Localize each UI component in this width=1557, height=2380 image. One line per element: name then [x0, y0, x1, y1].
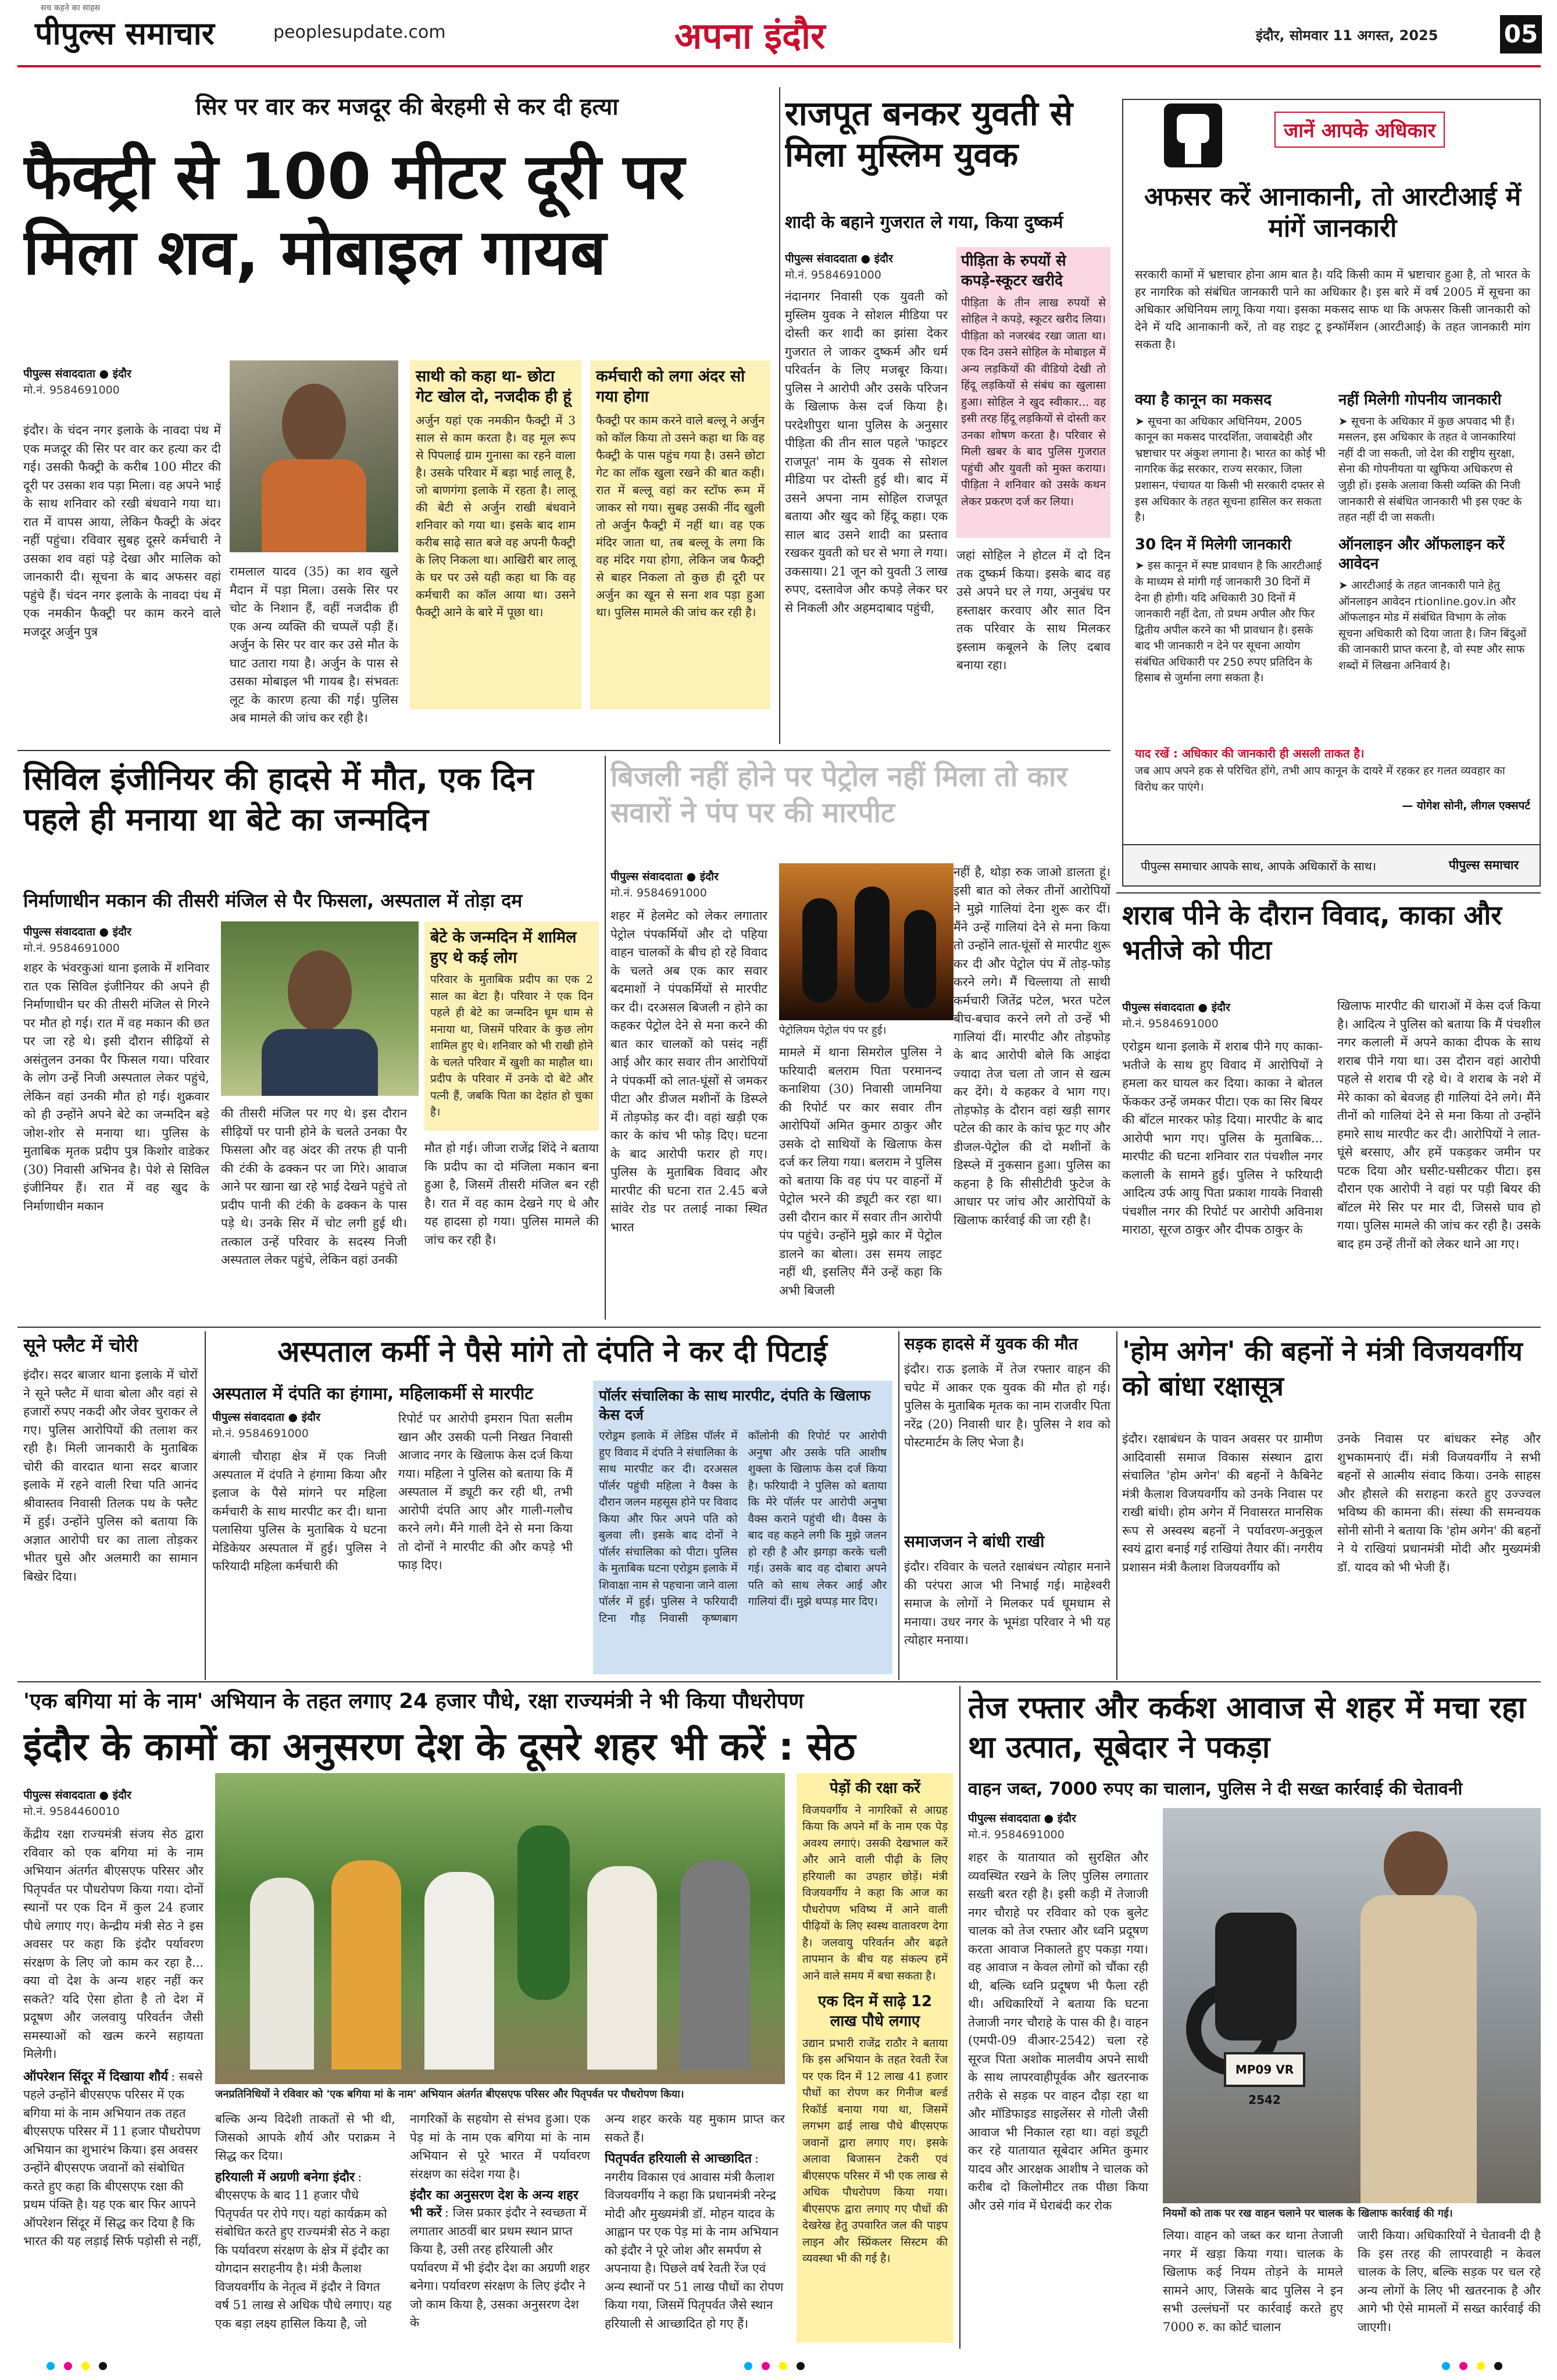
number-plate: MP09 VR 2542: [1224, 2052, 1305, 2087]
byline: पीपुल्स संवाददाता ● इंदौर मो.नं. 9584691000: [1122, 1001, 1230, 1030]
story-subhead: अस्पताल में दंपति का हंगामा, महिलाकर्मी से मारपीट: [212, 1384, 533, 1403]
byline: पीपुल्स संवाददाता ● इंदौर मो.नं. 9584691000: [23, 925, 131, 955]
assault-illustration: [779, 863, 954, 1020]
sidebar-box: कर्मचारी को लगा अंदर सो गया होगा फैक्ट्री पर काम करने वाले बल्लू ने अर्जुन को कॉल किया तो उसने कहा था कि वह फैक्ट्री के पास पहुंच गया है। उसने छोटा गेट का लॉक खुला रखने की बात कही। रात में बल्लू वहां कर स्टॉफ रूम में जाकर सो गया। सुबह उसकी नींद खुली तो अर्जुन फैक्ट्री में नहीं था। वह एक मंदिर जाता था, तब बल्लू के लगा कि वह मंदिर गया होगा, लेकिन जब फैक्ट्री से बाहर निकला तो कुछ ही दूरी पर अर्जुन का खून से सना शव पड़ा हुआ था। पुलिस मामले की जांच कर रही है।: [590, 360, 770, 709]
story-body: इंदौर। के चंदन नगर इलाके के नावदा पंथ में एक मजदूर की सिर पर वार कर हत्या कर दी गई। उसकी फैक्ट्री के करीब 100 मीटर की दूरी पर उसका शव पड़ा मिला। वह अपने भाई के साथ शनिवार को रखी बंधवाने गया था। रात में वापस आया, लेकिन फैक्ट्री के अंदर नहीं पहुंचा। रविवार सुबह दूसरे कर्मचारी ने उसका शव वहां पड़े देखा और मालिक को जानकारी दी। सूचना के बाद अफसर वहां पहुंचे हैं। चंदन नगर इलाके के नावदा पंथ में एक नमकीन फैक्ट्री पर काम करने वाले मजदूर अर्जुन पुत्र: [23, 423, 221, 639]
story-body-continued: जहां सोहिल ने होटल में दो दिन तक दुष्कर्म किया। इसके बाद वह उसे अपने घर ले गया, अनुबंध पर हस्ताक्षर करवाए और सात दिन तक परिवार के साथ मिलकर इस्लाम कबूलने के लिए दबाव बनाया रहा।: [956, 548, 1110, 672]
story-subhead: निर्माणाधीन मकान की तीसरी मंजिल से पैर फिसला, अस्पताल में तोड़ा दम: [23, 889, 523, 912]
story-body: इंदौर। सदर बाजार थाना इलाके में चोरों ने सूने फ्लैट में धावा बोला और वहां से हजारों रुपए नकदी और जेवर चुराकर ले गए। पुलिस आरोपियों की तलाश कर रही है। मिली जानकारी के मुताबिक चोरी की वारदात थाना सदर बाजार इलाके में रहने वाली रिचा पति आनंद श्रीवास्तव निवासी तिलक पथ के फ्लैट में हुई। उन्होंने पुलिस को बताया कि अज्ञात आरोपी घर का ताला तोड़कर भीतर घुसे और अलमारी का सामान बिखेर दिया।: [23, 1368, 198, 1584]
box-footer: पीपुल्स समाचार आपके साथ, आपके अधिकारों के साथ। पीपुल्स समाचार: [1123, 844, 1541, 885]
story-body: केंद्रीय रक्षा राज्यमंत्री संजय सेठ द्वारा रविवार को एक बगिया मां के नाम अभियान अंतर्गत बीएसएफ परिसर और पितृपर्वत पर पौधरोपण किया गया। दोनों स्थानों पर एक दिन में कुल 24 हजार पौधे लगाए गए। केन्द्रीय मंत्री सेठ ने इस अवसर पर कहा कि इंदौर पर्यावरण संरक्षण के लिए जो काम कर रहा है... क्या वो देश के अन्य शहर नहीं कर सकते? यदि ऐसा होता है तो देश में प्रदूषण और जलवायु परिवर्तन जैसी समस्याओं को खत्म करने सहायता मिलेगी। ऑपरेशन सिंदूर में दिखाया शौर्य : सबसे पहले उन्होंने बीएसएफ परिसर में एक बगिया मां के नाम अभियान तक तहत बीएसएफ परिसर में 11 हजार पौधरोपण अभियान का शुभारंभ किया। इस अवसर उन्होंने बीएसएफ जवानों को संबोधित करते हुए कहा कि बीएसएफ रक्षा की प्रथम पंक्ति है। यह एक बार फिर आपने ऑपरेशन सिंदूर में सिद्ध कर दिया है कि भारत की यह लड़ाई सिर्फ पड़ोसी से नहीं,: [23, 1827, 203, 2248]
story-petrol-pump-assault: [610, 759, 1110, 1320]
story-home-again-rakhi: [1122, 1334, 1541, 1677]
story-factory-murder: [23, 93, 773, 727]
story-kicker: 'एक बगिया मां के नाम' अभियान के तहत लगाए 24 हजार पौधे, रक्षा राज्यमंत्री ने भी किया पौधरोपण: [23, 1689, 804, 1713]
story-engineer-death: [23, 759, 599, 1320]
photo-caption: नियमों को ताक पर रख वाहन चलाने पर चालक के खिलाफ कार्रवाई की गई।: [1163, 2207, 1453, 2220]
story-intro: सरकारी कामों में भ्रष्टाचार होना आम बात है। यदि किसी काम में भ्रष्टाचार हुआ है, तो भारत के हर नागरिक को संबंधित जानकारी पाने का अधिकार है। इस बारे में वर्ष 2005 में सूचना का अधिकार अधिनियम लागू किया गया। इसका मकसद साफ था कि अफसर किसी जानकारी को देने में यदि आनाकानी करें, तो वह राइट टू इन्फॉर्मेशन (आरटीआई) के तहत जानकारी मांग सकता है।: [1135, 267, 1530, 351]
story-headline: राजपूत बनकर युवती से मिला मुस्लिम युवक: [785, 94, 1073, 174]
story-col: अन्य शहर करके यह मुकाम प्राप्त कर सकते हैं। पितृपर्वत हरियाली से आच्छादित : नगरीय विकास एवं आवास मंत्री कैलाश विजयवर्गीय ने कहा कि प्रधानमंत्री नरेन्द्र मोदी और मुख्यमंत्री डॉ. मोहन यादव के आह्वान पर एक पेड़ मां के नाम अभियान को इंदौर ने पूरे जोश और समर्पण से अपनाया है। पिछले वर्ष रेवती रेंज एवं अन्य स्थानों पर 51 लाख पौधों का रोपण किया गया, जिसमें पितृपर्वत जैसे स्थान हरियाली से आच्छादित हो गए हैं।: [605, 2112, 785, 2331]
story-plantation-drive: [23, 1689, 954, 2346]
story-road-accident: [904, 1334, 1110, 1677]
plantation-photo: [215, 1773, 785, 2084]
sub-body: ➤ सूचना के अधिकार में कुछ अपवाद भी हैं। मसलन, इस अधिकार के तहत वे जानकारियां नहीं दी जा सकती, जो देश की राष्ट्रीय सुरक्षा, सेना की गोपनीयता या खुफिया अधिकरण से जुड़ी हों। इसके अलावा किसी व्यक्ति की निजी जानकारी से संबंधित जानकारी भी इस एक्ट के तहत नहीं दी जा सकती।: [1338, 414, 1522, 524]
story-headline: सिविल इंजीनियर की हादसे में मौत, एक दिन पहले ही मनाया था बेटे का जन्मदिन: [23, 760, 534, 838]
story-body: नंदानगर निवासी एक युवती को मुस्लिम युवक ने सोशल मीडिया पर दोस्ती कर शादी का झांसा देकर गुजरात ले जाकर दुष्कर्म और धर्म परिवर्तन के लिए मजबूर किया। पुलिस ने आरोपी और उसके परिजन के खिलाफ केस दर्ज किया है। परदेशीपुरा थाना पुलिस के अनुसार पीड़िता की तीन साल पहले 'फाइटर राजपूत' नाम के युवक से सोशल मीडिया पर दोस्ती हुई थी। बाद में उसने अपना नाम सोहिल राजपूत बताया और खुद को हिंदू कहा। एक साल बाद उसने शादी का प्रस्ताव रखकर युवती को घर से भगा ले गया। उकसाया। 21 जून को युवती 3 लाख रुपए, दस्तावेज और कपड़े लेकर घर से निकली और अहमदाबाद पहुंची,: [785, 290, 948, 615]
story-body-col2: रामलाल यादव (35) का शव खुले मैदान में पड़ा मिला। उसके सिर पर चोट के निशान हैं, वहीं नजदीक ही एक अन्य व्यक्ति की चप्पलें पड़ी हैं। अर्जुन के सिर पर वार कर उसे मौत के घाट उतारा गया है। अर्जुन के पास से उसका मोबाइल भी गायब है। संभवतः लूट के कारण हत्या की गई। पुलिस अब मामले की जांच कर रही है।: [230, 564, 398, 725]
sub-body: ➤ आरटीआई के तहत जानकारी पाने हेतु ऑनलाइन आवेदन rtionline.gov.in और ऑफलाइन मोड में संबंधित विभाग के लोक सूचना अधिकारी को दिया जाता है। जिन बिंदुओं की जानकारी प्राप्त करना है, वो स्पष्ट और साफ शब्दों में लिखना अनिवार्य है।: [1338, 579, 1527, 672]
sidebar-box: बेटे के जन्मदिन में शामिल हुए थे कई लोग परिवार के मुताबिक प्रदीप का एक 2 साल का बेटा है। परिवार ने एक दिन पहले ही बेटे का जन्मदिन धूम धाम से मनाया था, जिसमें परिवार के कुछ लोग शामिल हुए थे। शनिवार को भी राखी होने के चलते परिवार में खुशी का माहौल था। प्रदीप के परिवार में उनके दो बेटे और पत्नी हैं, जबकि पिता का देहांत हो चुका है।: [424, 921, 599, 1131]
story-headline: 'होम अगेन' की बहनों ने मंत्री विजयवर्गीय को बांधा रक्षासूत्र: [1122, 1335, 1523, 1402]
website-link[interactable]: peoplesupdate.com: [273, 22, 446, 42]
photo-caption: जनप्रतिनिधियों ने रविवार को 'एक बगिया मां के नाम' अभियान अंतर्गत बीएसएफ परिसर और पितृपर्वत पर पौधरोपण किया।: [215, 2088, 684, 2100]
sub-body: ➤ इस कानून में स्पष्ट प्रावधान है कि आरटीआई के माध्यम से मांगी गई जानकारी 30 दिनों में देना ही होगी। यदि अधिकारी 30 दिनों में जानकारी नहीं देता, तो प्रथम अपील और फिर द्वितीय अपील करने का भी प्रावधान है। इसके बाद भी जानकारी न देने पर सूचना आयोग संबंधित अधिकारी पर 250 रुपए प्रतिदिन के हिसाब से जुर्माना लगा सकता है।: [1135, 559, 1322, 685]
story-headline: तेज रफ्तार और कर्कश आवाज से शहर में मचा रहा था उत्पात, सूबेदार ने पकड़ा: [968, 1691, 1526, 1765]
sub-body: ➤ सूचना का अधिकार अधिनियम, 2005 कानून का मकसद पारदर्शिता, जवाबदेही और भ्रष्टाचार पर अंकुश लगाना है। भारत का कोई भी नागरिक केंद्र सरकार, राज्य सरकार, जिला प्रशासन, पंचायत या किसी भी सरकारी दफ्तर से इस अधिकार के तहत सूचना हासिल कर सकता है।: [1135, 414, 1326, 524]
story-body: इंदौर। रक्षाबंधन के पावन अवसर पर ग्रामीण आदिवासी समाज विकास संस्थान द्वारा संचालित 'होम अगेन' की बहनों ने कैबिनेट मंत्री कैलाश विजयवर्गीय को उनके निवास पर राखी बांधी। होम अगेन में निवासरत मानसिक रूप से अस्वस्थ बहनों ने पर्यावरण-अनुकूल स्वयं द्वारा बनाई गई राखियां तैयार कीं। नगरीय प्रशासन मंत्री कैलाश विजयवर्गीय को: [1122, 1432, 1323, 1574]
masthead: [0, 0, 1557, 70]
story-body-col2: लिया। वाहन को जब्त कर थाना तेजाजी नगर में खड़ा किया गया। चालक के खिलाफ कई नियम तोड़ने के मामले सामने आए, जिसके बाद पुलिस ने इन सभी उल्लंघनों पर कार्रवाई करते हुए 7000 रु. का कोर्ट चालान: [1163, 2228, 1343, 2334]
bike-seizure-photo: [1163, 1808, 1541, 2203]
sidebar-box: पॉर्लर संचालिका के साथ मारपीट, दंपति के खिलाफ केस दर्ज एरोड्रम इलाके में लेडिस पॉर्लर में हुए विवाद में दंपति ने संचालिका के साथ मारपीट कर दी। दरअसल पॉर्लर पहुंची महिला ने वैक्स के दौरान जलन महसूस होने पर विवाद किया और फिर अपने पति को बुलवा ली। इसके बाद दोनों ने पॉर्लर संचालिका को पीटा। पुलिस के मुताबिक घटना एरोड्रम इलाके में शिवाक्षा नाम से पहचाना जाने वाला पॉर्लर में हुई। पुलिस ने फरियादी टिना गौड़ निवासी कृष्णबाग कॉलोनी की रिपोर्ट पर आरोपी अनुषा और उसके पति आशीष शुक्ला के खिलाफ केस दर्ज किया है। फरियादी ने पुलिस को बताया कि मेरे पॉर्लर पर आरोपी अनुषा वैक्स कराने पहुंची थी। वैक्स के बाद वह कहने लगी कि मुझे जलन हो रही है और झगड़ा करके चली गई। उसके बाद वह दोबारा अपने पति को साथ लेकर आई और गालियां दीं। मुझे थप्पड़ मार दिए।: [593, 1381, 892, 1674]
story-subhead: शादी के बहाने गुजरात ले गया, किया दुष्कर्म: [785, 212, 1063, 233]
fist-icon: [1164, 103, 1222, 167]
story-body-col2: उनके निवास पर बांधकर स्नेह और शुभकामनाएं दीं। मंत्री विजयवर्गीय ने सभी बहनों से आत्मीय संवाद किया। उनके साहस और हौसले की सराहना करते हुए उज्ज्वल भविष्य की कामना की। संस्था की समन्वयक सोनी सोनी ने बताया कि 'होम अगेन' की बहनों ने ये राखियां प्रधानमंत्री मोदी और मुख्यमंत्री डॉ. यादव को भी भेजी हैं।: [1337, 1432, 1541, 1574]
story-headline: अस्पताल कर्मी ने पैसे मांगे तो दंपति ने कर दी पिटाई: [277, 1335, 827, 1368]
portrait-photo: [230, 360, 398, 552]
story-body-col2: मामले में थाना सिमरोल पुलिस ने फरियादी बलराम पिता परमानन्द कनाशिया (30) निवासी जामनिया की रिपोर्ट पर कार सवार तीन आरोपियों अमित कुमार ठाकुर और उसके दो साथियों के खिलाफ केस दर्ज कर लिया गया। बलराम ने पुलिस को बताया कि वह पंप पर वाहनों में पेट्रोल भरने की ड्यूटी कर रहा था। उसी दौरान कार में सवार तीन आरोपी पंप पहुंचे। उन्होंने मुझे कार में पेट्रोल डालने का बोला। उस समय लाइट नहीं थी, इसलिए मैंने उन्हें कहा कि अभी बिजली: [779, 1045, 942, 1298]
byline: पीपुल्स संवाददाता ● इंदौर मो.नं. 9584691000: [23, 367, 131, 396]
story-body-continued: मौत हो गई। जीजा राजेंद्र शिंदे ने बताया कि प्रदीप का दो मंजिला मकान बना हुआ है, जिसमें तीसरी मंजिल बन रही है। रात में वह काम देखने गए थे और यह हादसा हो गया। पुलिस मामले की जांच कर रही है।: [424, 1141, 599, 1247]
story-fake-identity: [785, 93, 1110, 744]
byline: पीपुल्स संवाददाता ● इंदौर मो.नं. 9584691000: [610, 870, 719, 899]
story-headline: अफसर करें आनाकानी, तो आरटीआई में मांगें जानकारी: [1144, 182, 1522, 243]
story-body: बंगाली चौराहा क्षेत्र में एक निजी अस्पताल में दंपति ने हंगामा किया और इलाज के पैसे मांगने पर महिला कर्मचारी के साथ मारपीट कर दी। थाना पलासिया पुलिस के मुताबिक ये घटना मेडिकेयर अस्पताल में हुई। पुलिस ने फरियादी महिला कर्मचारी की: [212, 1449, 387, 1573]
story-body-col3: जारी किया। अधिकारियों ने चेतावनी दी है कि इस तरह की लापरवाही न केवल चालक के लिए, बल्कि सड़क पर चल रहे अन्य लोगों के लिए भी खतरनाक है और आगे भी ऐसे मामलों में सख्त कार्रवाई की जाएगी।: [1358, 2228, 1541, 2334]
victim-photo: [221, 921, 419, 1096]
story-body: शहर के यातायात को सुरक्षित और व्यवस्थित रखने के लिए पुलिस लगातार सख्ती बरत रही है। इसी कड़ी में तेजाजी नगर चौराहे पर रविवार को एक बुलेट चालक को तेज रफ्तार और ध्वनि प्रदूषण करता आवाज निकालते हुए पकड़ा गया। वह आवाज न केवल लोगों को चौंका रही थी, बल्कि ध्वनि प्रदूषण भी फैला रही थी। अधिकारियों ने बताया कि घटना तेजाजी नगर चौराहे के पास की है। वाहन (एमपी-09 वीआर-2542) चला रहे सूरज पिता अशोक मालवीय अपने साथी के साथ लापरवाहीपूर्वक और खतरनाक तरीके से सड़क पर वाहन दौड़ा रहा था और मॉडिफाइड साइलेंसर से गोली जैसी आवाज भी निकाल रहा था। वहां ड्यूटी कर रहे यातायात सूबेदार अमित कुमार यादव और आरक्षक आशीष ने चालक को करीब दो किलोमीटर तक पीछा किया और उसे गांव में घेराबंदी कर रोक: [968, 1850, 1148, 2213]
story-headline: फैक्ट्री से 100 मीटर दूरी पर मिला शव, मोबाइल गायब: [23, 141, 685, 289]
rti-rights-box: [1122, 99, 1541, 887]
story-col: नागरिकों के सहयोग से संभव हुआ। एक पेड़ मां के नाम एक बगिया मां के नाम अभियान से पूरे भारत में पर्यावरण संरक्षण का संदेश गया है। इंदौर का अनुसरण देश के अन्य शहर भी करें : जिस प्रकार इंदौर ने स्वच्छता में लगातार आठवीं बार प्रथम स्थान प्राप्त किया है, उसी तरह हरियाली और पर्यावरण में भी इंदौर देश का अग्रणी शहर बनेगा। पर्यावरण संरक्षण के लिए इंदौर ने जो काम किया है, उसका अनुसरण देश के: [410, 2112, 590, 2329]
story-headline: सड़क हादसे में युवक की मौत: [904, 1334, 1078, 1353]
story-headline: शराब पीने के दौरान विवाद, काका और भतीजे को पीटा: [1122, 899, 1502, 966]
story-body: शहर में हेलमेट को लेकर लगातार पेट्रोल पंपकर्मियों और दो पहिया वाहन चालकों के बीच हो रहे विवाद के चलते अब एक कार सवार बदमाशों ने पंपकर्मियों से मारपीट कर दी। दरअसल बिजली न होने का कहकर पेट्रोल देने से मना करने की बात कार चालकों को पसंद नहीं आई और कार सवार तीन आरोपियों ने पंपकर्मी को लात-घूंसों से जमकर पीटा और डीजल मशीनों के डिस्प्ले में तोड़फोड़ कर दी। वहां खड़ी एक कार के कांच भी फोड़ दिए। घटना के बाद आरोपी फरार हो गए। पुलिस के मुताबिक विवाद और मारपीट की घटना रात 2.45 बजे सांवेर रोड पर तलाई नाका स्थित भारत: [610, 909, 767, 1234]
story-body: एरोड्रम थाना इलाके में शराब पीने गए काका-भतीजे के साथ हुए विवाद में आरोपियों ने हमला कर घायल कर दिया। काका ने बोतल फेंककर उन्हें जमकर पीटा। एक का सिर बियर की बॉटल मारकर फोड़ दिया। मारपीट के बाद आरोपी भाग गए। पुलिस के मुताबिक... मारपीट की घटना शनिवार रात पंचशील नगर कलाली के सामने हुई। पुलिस ने फरियादी आदित्य उर्फ आयु पिता प्रकाश गायके निवासी पंचशील नगर की रिपोर्ट पर आरोपी अविनाश माराठा, सूरज ठाकुर और दीपक ठाकुर के: [1122, 1039, 1323, 1237]
story-kicker: सिर पर वार कर मजदूर की बेरहमी से कर दी हत्या: [195, 94, 619, 120]
story-headline: समाजजन ने बांधी राखी: [904, 1532, 1045, 1551]
byline: पीपुल्स संवाददाता ● इंदौर मो.नं. 9584691000: [212, 1411, 320, 1440]
story-body: इंदौर। रविवार के चलते रक्षाबंधन त्योहार मनाने की परंपरा आज भी निभाई गई। माहेश्वरी समाज के लोगों ने मिलकर पर्व धूमधाम से मनाया। उधर नगर के भूमंडा परिवार ने भी यह त्योहार मनाया।: [904, 1560, 1110, 1647]
byline: पीपुल्स संवाददाता ● इंदौर मो.नं. 9584691000: [968, 1812, 1076, 1841]
story-liquor-fight: [1122, 898, 1541, 1320]
sub-heading: नहीं मिलेगी गोपनीय जानकारी: [1338, 391, 1502, 409]
newspaper-logo: पीपुल्स समाचार: [35, 15, 215, 52]
logo-tagline: सच कहने का साहस: [41, 3, 101, 13]
section-title: अपना इंदौर: [674, 15, 826, 57]
story-flat-theft: [23, 1334, 198, 1674]
reminder-note: याद रखें : अधिकार की जानकारी ही असली ताकत है। जब आप अपने हक से परिचित होंगे, तभी आप कानून के दायरे में रहकर हर गलत व्यवहार का विरोध कर पाएंगे। — योगेश सोनी, लीगल एक्सपर्ट: [1135, 746, 1530, 813]
byline: पीपुल्स संवाददाता ● इंदौर मो.नं. 9584460010: [23, 1789, 131, 1818]
story-body: इंदौर। राऊ इलाके में तेज रफ्तार वाहन की चपेट में आकर एक युवक की मौत हो गई। पुलिस के मुताबिक मृतक का नाम राजवीर पिता नरेंद्र (20) निवासी धार है। पुलिस ने शव को पोस्टमार्टम के लिए भेजा है।: [904, 1362, 1110, 1449]
sub-heading: 30 दिन में मिलेगी जानकारी: [1135, 535, 1291, 553]
story-bullet-noise: [968, 1689, 1541, 2346]
story-headline: बिजली नहीं होने पर पेट्रोल नहीं मिला तो कार सवारों ने पंप पर की मारपीट: [610, 760, 1067, 830]
story-headline: इंदौर के कामों का अनुसरण देश के दूसरे शहर भी करें : सेठ: [23, 1724, 856, 1769]
byline: पीपुल्स संवाददाता ● इंदौर मो.नं. 9584691000: [785, 252, 893, 281]
story-headline: सूने फ्लैट में चोरी: [23, 1334, 138, 1356]
story-body: शहर के भंवरकुआं थाना इलाके में शनिवार रात एक सिविल इंजीनियर की अपने ही निर्माणाधीन घर की तीसरी मंजिल से गिरने पर मौत हो गई। रात में वह मकान की छत पर जा रहे थे। इसी दौरान सीढ़ियों से असंतुलन उनका पैर फिसल गया। परिवार के लोग उन्हें निजी अस्पताल लेकर पहुंचे, लेकिन वहां उनकी मौत हो गई। शुक्रवार को ही उन्होंने अपने बेटे का जन्मदिन बड़े जोश-शोर से मनाया था। पुलिस के मुताबिक मृतक प्रदीप पुत्र किशोर वाडेकर (30) निवासी अभिनव है। पेशे से सिविल इंजीनियर हैं। रात में वह खुद के निर्माणाधीन मकान: [23, 961, 209, 1213]
sub-heading: ऑनलाइन और ऑफलाइन करें आवेदन: [1338, 535, 1505, 573]
sidebar-box: पेड़ों की रक्षा करें विजयवर्गीय ने नागरिकों से आग्रह किया कि अपने माँ के नाम एक पेड़ अवश्य लगाएं। उसकी देखभाल करें और आने वाली पीढ़ी के लिए हरियाली का उपहार छोड़ें। मंत्री विजयवर्गीय ने कहा कि आज का पौधरोपण भविष्य में आने वाली पीढ़ियों के लिए स्वस्थ वातावरण देगा है। जलवायु परिवर्तन और बढ़ते तापमान के बीच यह संकल्प हमें आने वाले समय में बचा सकता है। एक दिन में साढ़े 12 लाख पौधे लगाए उद्यान प्रभारी राजेंद्र राठौर ने बताया कि इस अभियान के तहत रेवती रेंज पर एक दिन में 12 लाख 41 हजार पौधों का रोपण कर गिनीज बर्ल्ड रिकॉर्ड बनाया गया था, जिसमें लगभग ढाई लाख पौधे बीएसएफ जवानों द्वारा लगाए गए। इसके अलावा बिजासन टेकरी एवं बीएसएफ परिसर में भी एक लाख से अधिक पौधरोपण किया गया। बीएसएफ द्वारा लगाए गए पौधों की देखरेख हेतु उपवारित जल की पाइप लाइन और स्प्रिंकलर सिस्टम की व्यवस्था भी की गई है।: [797, 1773, 954, 2343]
page-number: 05: [1500, 15, 1542, 53]
section-label: जानें आपके अधिकार: [1274, 112, 1445, 148]
sidebar-box: पीड़िता के रुपयों से कपड़े-स्कूटर खरीदे पीड़िता के तीन लाख रुपयों से सोहिल ने कपड़े, स्कूटर खरीद लिया। पीड़िता को नजरबंद रखा जाता था। एक दिन उसने सोहिल के मोबाइल में अन्य लड़कियों की वीडियो देखी तो हिंदू लड़कियों से संबंध का खुलासा हुआ। सोहिल ने खुद स्वीकार... वह इसी तरह हिंदू लड़कियों से दोस्ती कर उनका शोषण करता है। परिवार से मिली खबर के बाद पुलिस गुजरात पहुंची और युवती को मुक्त कराया। पीड़िता ने शनिवार को उसके कथन लेकर प्रकरण दर्ज कर लिया।: [956, 247, 1110, 538]
sidebar-box: साथी को कहा था- छोटा गेट खोल दो, नजदीक ही हूं अर्जुन यहां एक नमकीन फैक्ट्री में 3 साल से काम करता है। वह मूल रूप से पिपलाई ग्राम गुनासा का रहने वाला है। उसके परिवार में बड़ा भाई लालू है, जो बाणगंगा इलाके में रहता है। लालू की बेटी से अर्जुन राखी बंधवाने शनिवार को गया था। इसके बाद शाम करीब साढ़े सात बजे वह अपनी फैक्ट्री के लिए निकला था। आखिरी बार लालू के घर पर उसे यही कहा था कि वह कर्मचारी का कॉल आया था। उसने फैक्ट्री आने के बारे में पूछा था।: [410, 360, 581, 709]
photo-caption: पेट्रोलियम पेट्रोल पंप पर हुई।: [779, 1024, 887, 1037]
dateline: इंदौर, सोमवार 11 अगस्त, 2025: [1256, 27, 1438, 44]
print-color-strip: [0, 2357, 1557, 2375]
story-body-col2: खिलाफ मारपीट की धाराओं में केस दर्ज किया है। आदित्य ने पुलिस को बताया कि मैं पंचशील नगर कलाली में अपने काका दीपक के साथ शराब पीने गया था। उस दौरान वहां आरोपी पहले से शराब पी रहे थे। वे शराब के नशे में मेरे काका को बेवजह ही गालियां देने लगे। मैंने तीनों को गालियां देने से मना किया तो उन्होंने हमारे साथ मारपीट कर दी। आरोपियों ने लात-घूंसे बरसाए, और हमें पकड़कर जमीन पर पटक दिया और घसीट-घसीटकर पीटा। इस दौरान एक आरोपी ने वहां पर पड़ी बियर की बॉटल मेरे सिर पर मार दी, जिससे घाव हो गया। पुलिस मामले की जांच कर रही है। उसके बाद हम उन्हें तीनों को लेकर थाने आ गए।: [1337, 999, 1541, 1251]
sub-heading: क्या है कानून का मकसद: [1135, 391, 1272, 409]
story-hospital-assault: [212, 1334, 892, 1677]
story-subhead: वाहन जब्त, 7000 रुपए का चालान, पुलिस ने दी सख्त कार्रवाई की चेतावनी: [968, 1779, 1463, 1799]
story-body-col2: की तीसरी मंजिल पर गए थे। इस दौरान सीढ़ियों पर पानी होने के चलते उनका पैर फिसला और वह अंदर की तरफ ही पानी की टंकी के ढक्कन पर जा गिरे। आवाज आने पर खाना खा रहे भाई देखने पहुंचे तो प्रदीप पानी की टंकी के ढक्कन के पास पड़े थे। उनके सिर में चोट लगी हुई थी। तत्काल उन्हें परिवार के सदस्य निजी अस्पताल लेकर पहुंचे, लेकिन वहां उनकी: [221, 1106, 407, 1267]
story-col: बल्कि अन्य विदेशी ताकतों से भी थी, जिसको आपके शौर्य और पराक्रम ने सिद्ध कर दिया। हरियाली में अग्रणी बनेगा इंदौर : बीएसएफ के बाद 11 हजार पौधे पितृपर्वत पर रोपे गए। यहां कार्यक्रम को संबोधित करते हुए राज्यमंत्री सेठ ने कहा कि पर्यावरण संरक्षण के क्षेत्र में इंदौर का योगदान सराहनीय है। मंत्री कैलाश विजयवर्गीय के नेतृत्व में इंदौर ने विगत वर्ष 51 लाख से अधिक पौधे लगाए। यह एक बड़ा लक्ष्य हासिल किया है, जो: [215, 2112, 395, 2331]
story-body-col2: रिपोर्ट पर आरोपी इमरान पिता सलीम खान और उसकी पत्नी निखत निवासी आजाद नगर के खिलाफ केस दर्ज किया गया। महिला ने पुलिस को बताया कि मैं अस्पताल में ड्यूटी कर रही थी, तभी आरोपी दंपति आए और गाली-गलौच करने लगे। मैंने गाली देने से मना किया तो दोनों ने मारपीट की और कपड़े भी फाड़ दिए।: [398, 1411, 573, 1572]
story-body-col3: नहीं है, थोड़ा रुक जाओ डालता हूं। इसी बात को लेकर तीनों आरोपियों ने मुझे गालियां देना शुरू कर दीं। मैंने उन्हें गालियां देने से मना किया तो उन्होंने लात-घूंसों से मारपीट शुरू कर दी और पेट्रोल पंप में तोड़-फोड़ करने लगे। मैं चिल्लाया तो साथी कर्मचारी जितेंद्र पटेल, भरत पटेल बीच-बचाव करने लगे तो उन्हें भी गालियां दीं। मारपीट और तोड़फोड़ के बाद आरोपी बोले कि आइंदा ज्यादा तेज चला तो जान से खत्म कर देंगे। ये कहकर वे भाग गए। तोड़फोड़ के दौरान वहां खड़ी सागर पटेल की कार के कांच फूट गए और डीजल-पेट्रोल की दो मशीनों के डिस्प्ले में नुकसान हुआ। पुलिस का कहना है कि सीसीटीवी फुटेज के आधार पर जांच और आरोपियों के खिलाफ कार्रवाई की जा रही है।: [954, 865, 1110, 1227]
